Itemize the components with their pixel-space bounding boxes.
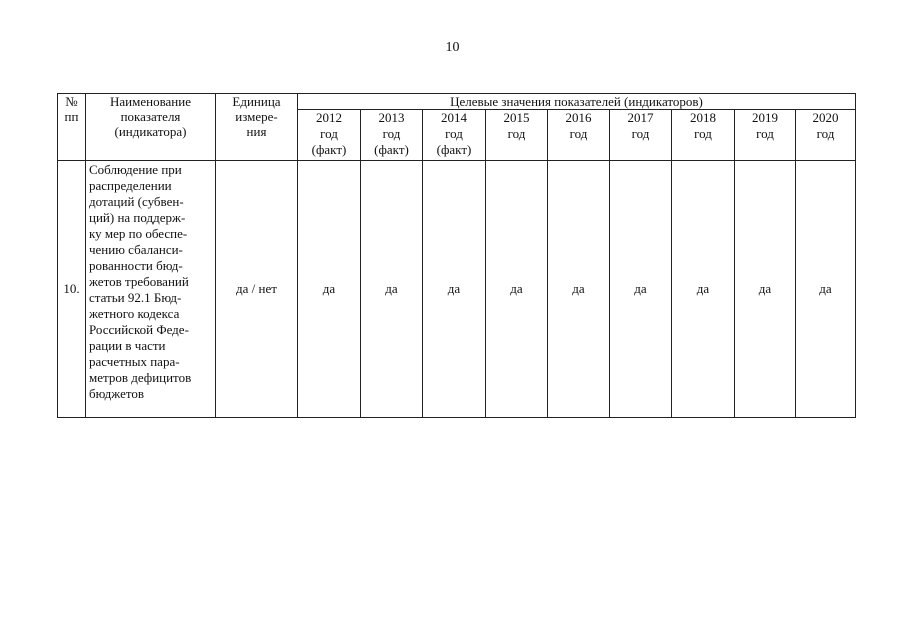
- header-year: [361, 110, 423, 161]
- indicator-name-line: Российской Феде-: [89, 322, 189, 337]
- year-label: 2018: [690, 110, 716, 125]
- year-note: (факт): [436, 142, 472, 157]
- indicator-name-line: рации в части: [89, 338, 166, 353]
- year-label: 2013: [378, 110, 405, 125]
- indicator-name-line: статьи 92.1 Бюд-: [89, 290, 182, 305]
- header-year: [672, 110, 735, 161]
- header-year: [548, 110, 610, 161]
- indicator-name-line: распределении: [89, 178, 172, 193]
- indicator-name-line: жетов требований: [89, 274, 189, 289]
- year-unit: год: [445, 126, 463, 141]
- year-label: 2015: [503, 110, 530, 125]
- table-row: [58, 161, 856, 418]
- indicator-name-line: чению сбаланси-: [89, 242, 183, 257]
- header-unit-line: измере-: [235, 109, 278, 124]
- header-targets-title: Целевые значения показателей (индикаторов): [298, 94, 856, 110]
- indicator-name-line: Соблюдение при: [89, 162, 182, 177]
- value-cell: да: [298, 161, 361, 418]
- header-year: [486, 110, 548, 161]
- header-num-line: №: [65, 94, 78, 109]
- year-unit: год: [756, 126, 774, 141]
- header-name-line: показателя: [120, 109, 181, 124]
- indicator-name-line: расчетных пара-: [89, 354, 180, 369]
- header-name: [86, 94, 216, 161]
- value-cell: да: [548, 161, 610, 418]
- year-label: 2016: [565, 110, 592, 125]
- year-unit: год: [569, 126, 588, 141]
- header-year: [735, 110, 796, 161]
- indicator-name-line: метров дефицитов: [89, 370, 192, 385]
- value-cell: да: [672, 161, 735, 418]
- header-row-top: [58, 94, 856, 110]
- indicator-name-line: жетного кодекса: [89, 306, 180, 321]
- indicators-table: [57, 93, 856, 418]
- header-year: [796, 110, 856, 161]
- row-number: 10.: [58, 161, 86, 418]
- value-cell: да: [423, 161, 486, 418]
- value-cell: да: [361, 161, 423, 418]
- year-unit: год: [631, 126, 650, 141]
- year-unit: год: [382, 126, 401, 141]
- value-cell: да: [610, 161, 672, 418]
- year-label: 2014: [441, 110, 467, 125]
- year-label: 2020: [812, 110, 839, 125]
- page-number: 10: [445, 40, 460, 55]
- year-note: (факт): [311, 142, 347, 157]
- value-cell: да: [796, 161, 856, 418]
- header-unit: [216, 94, 298, 161]
- indicator-name-line: рованности бюд-: [89, 258, 183, 273]
- year-label: 2012: [316, 110, 342, 125]
- indicator-name-line: ций) на поддерж-: [89, 210, 186, 225]
- indicator-name-line: бюджетов: [89, 386, 145, 401]
- header-year: [423, 110, 486, 161]
- year-label: 2019: [752, 110, 778, 125]
- unit-cell: да / нет: [216, 161, 298, 418]
- header-num: [58, 94, 86, 161]
- indicator-name-line: дотаций (субвен-: [89, 194, 184, 209]
- year-unit: год: [694, 126, 712, 141]
- header-unit-line: ния: [246, 124, 267, 139]
- year-unit: год: [320, 126, 338, 141]
- year-unit: год: [507, 126, 526, 141]
- header-name-line: (индикатора): [114, 124, 187, 139]
- year-note: (факт): [374, 142, 409, 157]
- header-name-line: Наименование: [110, 94, 191, 109]
- indicator-name: [86, 161, 216, 418]
- value-cell: да: [735, 161, 796, 418]
- value-cell: да: [486, 161, 548, 418]
- header-year: [610, 110, 672, 161]
- indicator-name-line: ку мер по обеспе-: [89, 226, 188, 241]
- header-num-line: пп: [64, 109, 79, 124]
- header-year: [298, 110, 361, 161]
- table-header: [58, 94, 856, 161]
- year-unit: год: [816, 126, 835, 141]
- year-label: 2017: [627, 110, 654, 125]
- header-unit-line: Единица: [232, 94, 281, 109]
